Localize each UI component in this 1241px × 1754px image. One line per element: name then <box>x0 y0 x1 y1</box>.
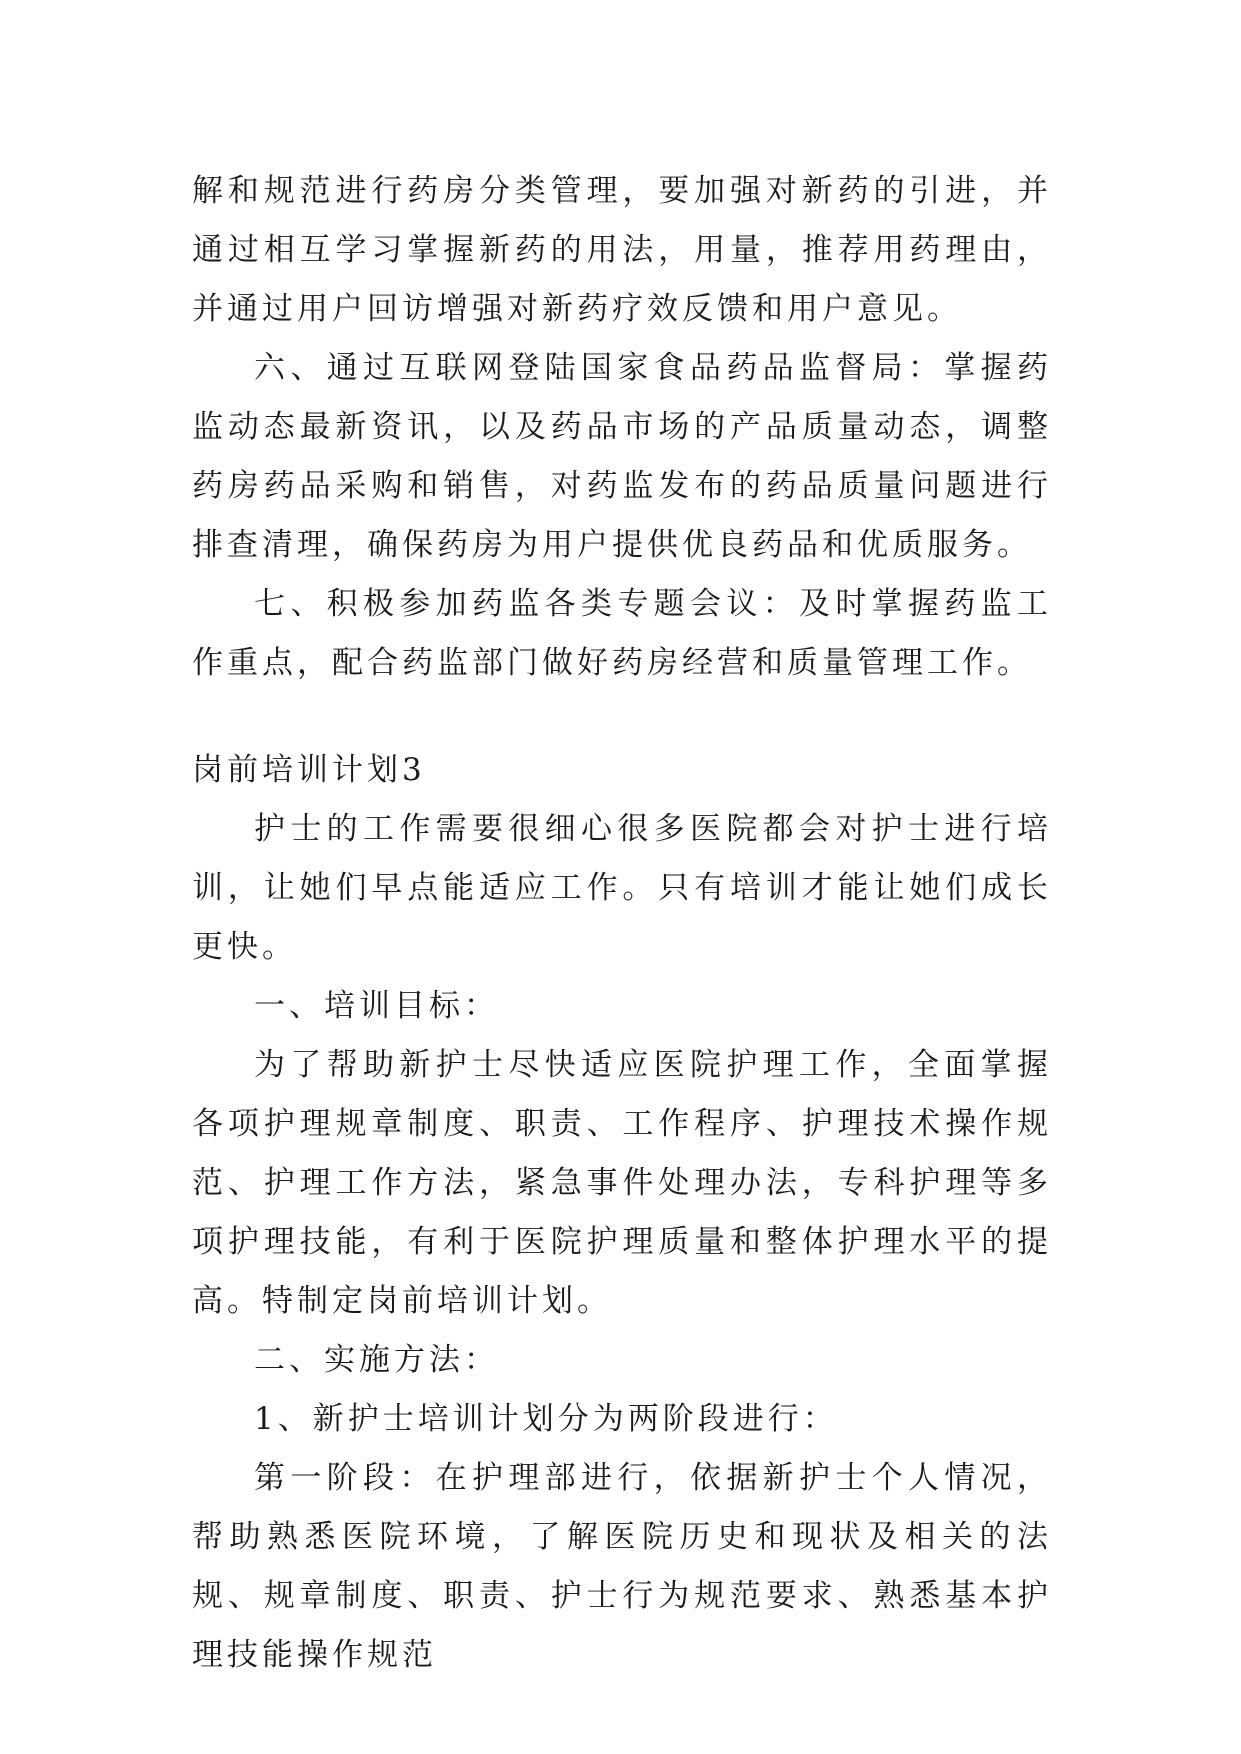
heading-training-goal: 一、培训目标： <box>254 988 499 1024</box>
paragraph-intro: 护士的工作需要很细心很多医院都会对护士进行培训，让她们早点能适应工作。只有培训才能让她们成长更快。 <box>192 811 1052 965</box>
paragraph-training-goal: 为了帮助新护士尽快适应医院护理工作，全面掌握各项护理规章制度、职责、工作程序、护理技术操作规范、护理工作方法，紧急事件处理办法，专科护理等多项护理技能，有利于医院护理质量和整体护理水平的提高。特制定岗前培训计划。 <box>192 1047 1052 1319</box>
paragraph-stages: 1、新护士培训计划分为两阶段进行： <box>254 1401 838 1437</box>
paragraph-item-six: 六、通过互联网登陆国家食品药品监督局：掌握药监动态最新资讯，以及药品市场的产品质量动态，调整药房药品采购和销售，对药监发布的药品质量问题进行排查清理，确保药房为用户提供优良药品和优质服务。 <box>192 350 1052 563</box>
paragraph-item-seven: 七、积极参加药监各类专题会议：及时掌握药监工作重点，配合药监部门做好药房经营和质量管理工作。 <box>192 586 1052 681</box>
section-title: 岗前培训计划3 <box>192 752 426 788</box>
paragraph-pharmacy-management: 解和规范进行药房分类管理，要加强对新药的引进，并通过相互学习掌握新药的用法，用量，推荐用药理由，并通过用户回访增强对新药疗效反馈和用户意见。 <box>192 173 1052 327</box>
heading-implementation: 二、实施方法： <box>254 1342 499 1378</box>
section-spacer <box>192 693 1052 741</box>
paragraph-stage-one: 第一阶段：在护理部进行，依据新护士个人情况，帮助熟悉医院环境，了解医院历史和现状及相关的法规、规章制度、职责、护士行为规范要求、熟悉基本护理技能操作规范 <box>192 1460 1052 1673</box>
document-body <box>192 162 1052 1685</box>
